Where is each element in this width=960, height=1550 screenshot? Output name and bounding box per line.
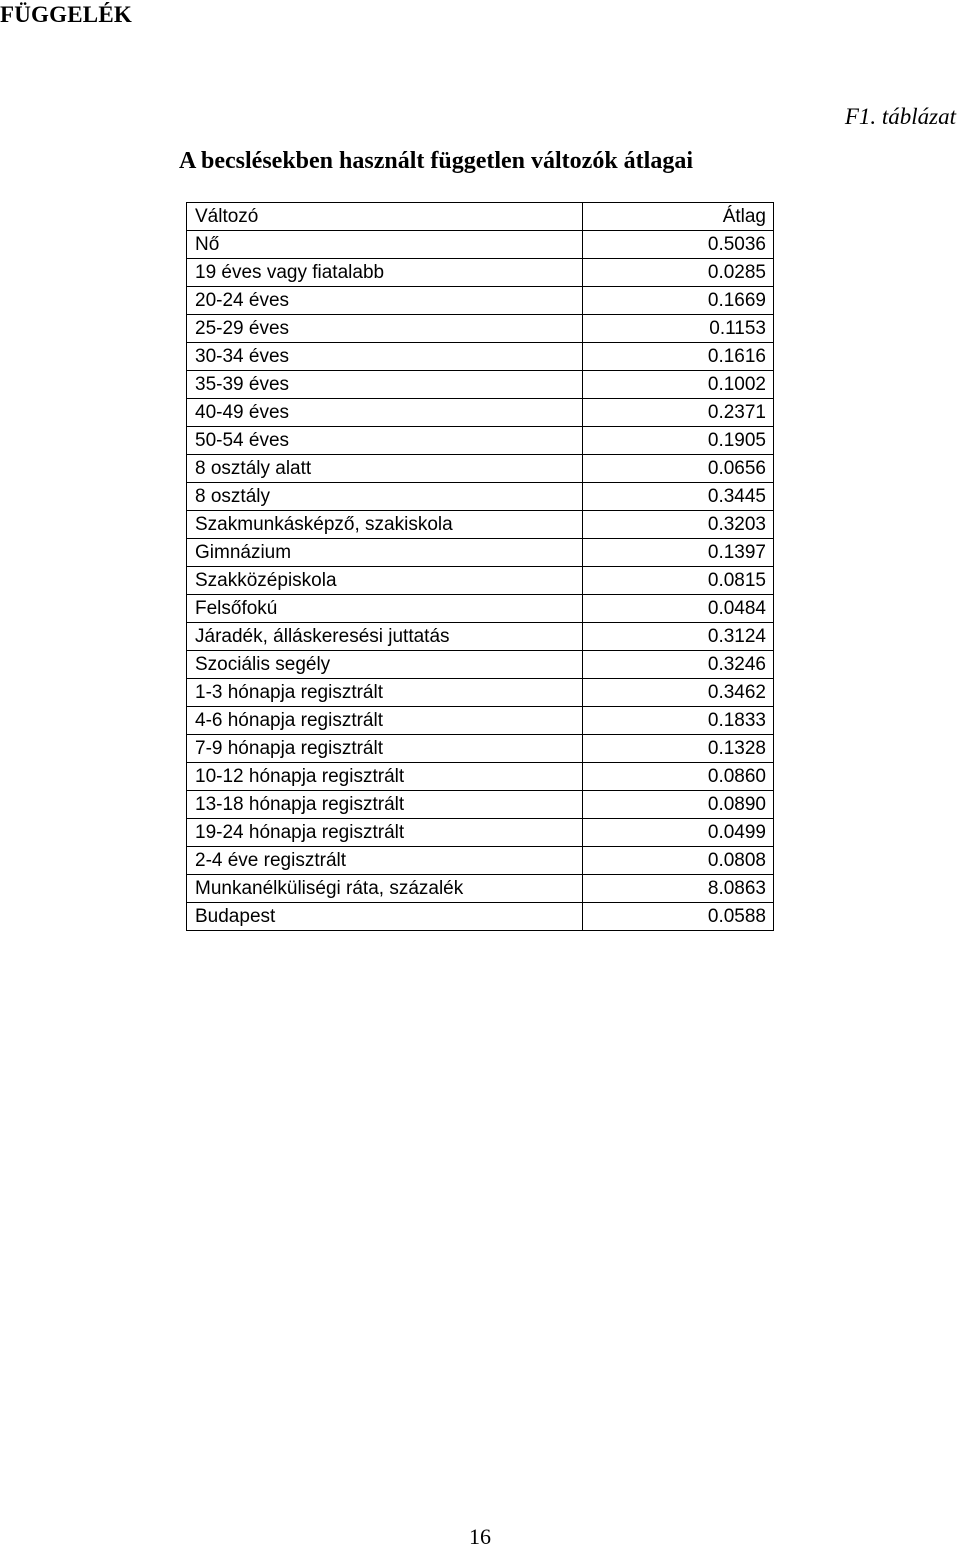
variable-name-cell: 2-4 éve regisztrált — [187, 847, 583, 875]
mean-value-cell: 0.0499 — [583, 819, 774, 847]
table-row — [187, 651, 774, 679]
table-row — [187, 483, 774, 511]
mean-value-cell: 0.1669 — [583, 287, 774, 315]
page-number: 16 — [469, 1524, 491, 1549]
variable-name-cell: Gimnázium — [187, 539, 583, 567]
variable-name-cell: 50-54 éves — [187, 427, 583, 455]
table-row — [187, 315, 774, 343]
variable-name-cell: 25-29 éves — [187, 315, 583, 343]
variable-name-cell: 8 osztály — [187, 483, 583, 511]
table-row — [187, 679, 774, 707]
mean-value-cell: 0.0890 — [583, 791, 774, 819]
variable-name-cell: Nő — [187, 231, 583, 259]
mean-value-cell: 0.3445 — [583, 483, 774, 511]
mean-value-cell: 0.3124 — [583, 623, 774, 651]
table-row — [187, 259, 774, 287]
variable-name-cell: 19-24 hónapja regisztrált — [187, 819, 583, 847]
variable-name-cell: 19 éves vagy fiatalabb — [187, 259, 583, 287]
table-title: A becslésekben használt független változók átlagai — [179, 148, 693, 174]
variable-name-cell: 13-18 hónapja regisztrált — [187, 791, 583, 819]
mean-value-cell: 0.0656 — [583, 455, 774, 483]
column-header-mean: Átlag — [583, 203, 774, 231]
variable-name-cell: 1-3 hónapja regisztrált — [187, 679, 583, 707]
variable-name-cell: 35-39 éves — [187, 371, 583, 399]
table-row — [187, 567, 774, 595]
section-heading: FÜGGELÉK — [0, 2, 132, 27]
variable-name-cell: 7-9 hónapja regisztrált — [187, 735, 583, 763]
table-row — [187, 791, 774, 819]
mean-value-cell: 0.1002 — [583, 371, 774, 399]
table-row — [187, 623, 774, 651]
variable-name-cell: 4-6 hónapja regisztrált — [187, 707, 583, 735]
means-table — [186, 202, 774, 931]
table-row — [187, 287, 774, 315]
variable-name-cell: 8 osztály alatt — [187, 455, 583, 483]
variable-name-cell: 40-49 éves — [187, 399, 583, 427]
table-row — [187, 847, 774, 875]
mean-value-cell: 8.0863 — [583, 875, 774, 903]
table-header — [187, 203, 774, 231]
table-row — [187, 903, 774, 931]
variable-name-cell: 30-34 éves — [187, 343, 583, 371]
table-row — [187, 595, 774, 623]
variable-name-cell: Szakközépiskola — [187, 567, 583, 595]
mean-value-cell: 0.0808 — [583, 847, 774, 875]
mean-value-cell: 0.3203 — [583, 511, 774, 539]
mean-value-cell: 0.3246 — [583, 651, 774, 679]
table-row — [187, 539, 774, 567]
table-body — [187, 231, 774, 931]
table-row — [187, 763, 774, 791]
mean-value-cell: 0.1616 — [583, 343, 774, 371]
table-row — [187, 399, 774, 427]
table-row — [187, 343, 774, 371]
variable-name-cell: 20-24 éves — [187, 287, 583, 315]
mean-value-cell: 0.0484 — [583, 595, 774, 623]
mean-value-cell: 0.1905 — [583, 427, 774, 455]
table-row — [187, 707, 774, 735]
mean-value-cell: 0.2371 — [583, 399, 774, 427]
mean-value-cell: 0.1833 — [583, 707, 774, 735]
mean-value-cell: 0.1397 — [583, 539, 774, 567]
column-header-variable: Változó — [187, 203, 583, 231]
mean-value-cell: 0.0815 — [583, 567, 774, 595]
mean-value-cell: 0.0860 — [583, 763, 774, 791]
variable-name-cell: 10-12 hónapja regisztrált — [187, 763, 583, 791]
mean-value-cell: 0.1153 — [583, 315, 774, 343]
header-row — [187, 203, 774, 231]
table-row — [187, 427, 774, 455]
variable-name-cell: Budapest — [187, 903, 583, 931]
table-row — [187, 735, 774, 763]
variable-name-cell: Szociális segély — [187, 651, 583, 679]
table-row — [187, 511, 774, 539]
table-row — [187, 875, 774, 903]
mean-value-cell: 0.0588 — [583, 903, 774, 931]
mean-value-cell: 0.0285 — [583, 259, 774, 287]
table-row — [187, 231, 774, 259]
table-label: F1. táblázat — [844, 104, 956, 129]
variable-name-cell: Munkanélküliségi ráta, százalék — [187, 875, 583, 903]
variable-name-cell: Felsőfokú — [187, 595, 583, 623]
mean-value-cell: 0.3462 — [583, 679, 774, 707]
mean-value-cell: 0.5036 — [583, 231, 774, 259]
variable-name-cell: Szakmunkásképző, szakiskola — [187, 511, 583, 539]
mean-value-cell: 0.1328 — [583, 735, 774, 763]
table-row — [187, 819, 774, 847]
table-row — [187, 455, 774, 483]
variable-name-cell: Járadék, álláskeresési juttatás — [187, 623, 583, 651]
table-row — [187, 371, 774, 399]
